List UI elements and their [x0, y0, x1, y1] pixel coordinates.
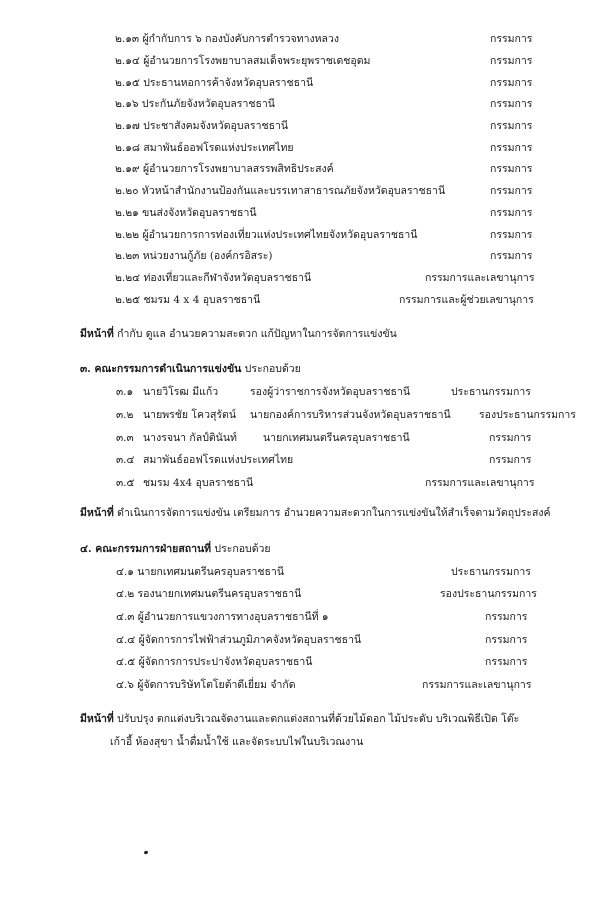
duty-paragraph-3	[80, 506, 551, 520]
role-2-23: กรรมการ	[490, 250, 533, 262]
role-2-25: กรรมการและผู้ช่วยเลขานุการ	[399, 294, 534, 306]
member-position: นายกเทศมนตรีนครอุบลราชธานี	[263, 432, 410, 444]
section-3-title: ๓. คณะกรรมการดำเนินการแข่งขัน	[80, 363, 242, 375]
duty-text: กำกับ ดูแล อำนวยความสะดวก แก้ปัญหาในการจัดการแข่งขัน	[113, 328, 397, 340]
list-item-2-17: ๒.๑๗ ประชาสังคมจังหวัดอุบลราชธานี	[115, 120, 289, 132]
member-role: กรรมการ	[489, 454, 532, 466]
section-3-heading	[80, 362, 301, 376]
role-2-18: กรรมการ	[490, 142, 533, 154]
member-position: นายกองค์การบริหารส่วนจังหวัดอุบลราชธานี	[250, 409, 451, 421]
member-role: กรรมการ	[489, 432, 532, 444]
role-2-13: กรรมการ	[490, 33, 533, 45]
role-2-16: กรรมการ	[490, 98, 533, 110]
role-2-14: กรรมการ	[490, 55, 533, 67]
role-2-19: กรรมการ	[490, 163, 533, 175]
section-4-member: ๔.๒ รองนายกเทศมนตรีนครอุบลราชธานี	[116, 588, 302, 600]
list-item-2-13: ๒.๑๓ ผู้กำกับการ ๖ กองบังคับการตำรวจทางหลวง	[115, 33, 339, 45]
member-role: รองประธานกรรมการ	[479, 409, 576, 421]
list-item-2-16: ๒.๑๖ ประกันภัยจังหวัดอุบลราชธานี	[115, 98, 275, 110]
section-4-member: ๔.๕ ผู้จัดการการประปาจังหวัดอุบลราชธานี	[116, 656, 313, 668]
member-no: ๓.๔	[116, 454, 135, 466]
member-name: สมาพันธ์ออฟโรดแห่งประเทศไทย	[143, 454, 294, 466]
duty-paragraph-1	[80, 327, 397, 341]
member-no: ๓.๓	[116, 432, 134, 444]
role-2-21: กรรมการ	[490, 207, 533, 219]
section-4-heading	[80, 542, 271, 556]
duty-label: มีหน้าที่	[80, 328, 114, 340]
duty-text: ปรับปรุง ตกแต่งบริเวณจัดงานและตกแต่งสถานที่ด้วยไม้ดอก ไม้ประดับ บริเวณพิธีเปิด โต๊ะ	[113, 713, 520, 725]
section-4-role: กรรมการ	[485, 611, 528, 623]
list-item-2-24: ๒.๒๔ ท่องเที่ยวและกีฬาจังหวัดอุบลราชธานี	[115, 272, 312, 284]
member-no: ๓.๕	[116, 477, 135, 489]
member-name: นางรจนา กัลป์ตินันท์	[143, 432, 237, 444]
section-4-title: ๔. คณะกรรมการฝ่ายสถานที่	[80, 543, 212, 555]
section-3-suffix: ประกอบด้วย	[241, 363, 301, 375]
list-item-2-18: ๒.๑๘ สมาพันธ์ออฟโรดแห่งประเทศไทย	[115, 142, 294, 154]
section-4-member: ๔.๔ ผู้จัดการการไฟฟ้าส่วนภูมิภาคจังหวัดอุบลราชธานี	[116, 634, 362, 646]
role-2-20: กรรมการ	[490, 185, 533, 197]
role-2-24: กรรมการและเลขานุการ	[425, 272, 535, 284]
list-item-2-19: ๒.๑๙ ผู้อำนวยการโรงพยาบาลสรรพสิทธิประสงค์	[115, 163, 334, 175]
list-item-2-22: ๒.๒๒ ผู้อำนวยการการท่องเที่ยวแห่งประเทศไทยจังหวัดอุบลราชธานี	[115, 229, 418, 241]
member-no: ๓.๑	[116, 386, 134, 398]
section-4-suffix: ประกอบด้วย	[211, 543, 271, 555]
member-role: ประธานกรรมการ	[451, 386, 531, 398]
section-4-role: กรรมการและเลขานุการ	[422, 679, 532, 691]
duty-label: มีหน้าที่	[80, 507, 114, 519]
role-2-22: กรรมการ	[490, 229, 533, 241]
ink-speck	[144, 850, 149, 854]
role-2-15: กรรมการ	[490, 77, 533, 89]
section-4-member: ๔.๑ นายกเทศมนตรีนครอุบลราชธานี	[116, 566, 284, 578]
duty-paragraph-4-continued: เก้าอี้ ห้องสุขา น้ำดื่มน้ำใช้ และจัดระบบไฟในบริเวณงาน	[110, 736, 364, 748]
section-4-role: รองประธานกรรมการ	[440, 588, 537, 600]
member-name: ชมรม 4x4 อุบลราชธานี	[143, 477, 254, 489]
member-name: นายวิโรฒ มีแก้ว	[143, 386, 219, 398]
list-item-2-23: ๒.๒๓ หน่วยงานกู้ภัย (องค์กรอิสระ)	[115, 250, 273, 262]
list-item-2-20: ๒.๒๐ หัวหน้าสำนักงานป้องกันและบรรเทาสาธารณภัยจังหวัดอุบลราชธานี	[115, 185, 446, 197]
section-4-role: กรรมการ	[485, 634, 528, 646]
member-role: กรรมการและเลขานุการ	[425, 477, 535, 489]
section-4-member: ๔.๓ ผู้อำนวยการแขวงการทางอุบลราชธานีที่ ๑	[116, 611, 329, 623]
list-item-2-14: ๒.๑๔ ผู้อำนวยการโรงพยาบาลสมเด็จพระยุพราชเดชอุดม	[115, 55, 371, 67]
section-4-member: ๔.๖ ผู้จัดการบริษัทโตโยต้าดีเยี่ยม จำกัด	[116, 679, 296, 691]
member-no: ๓.๒	[116, 409, 134, 421]
duty-text: ดำเนินการจัดการแข่งขัน เตรียมการ อำนวยความสะดวกในการแข่งขันให้สำเร็จตามวัตถุประสงค์	[113, 507, 551, 519]
list-item-2-21: ๒.๒๑ ขนส่งจังหวัดอุบลราชธานี	[115, 207, 257, 219]
list-item-2-25: ๒.๒๕ ชมรม 4 x 4 อุบลราชธานี	[115, 294, 261, 306]
duty-paragraph-4	[80, 712, 519, 726]
duty-label: มีหน้าที่	[80, 713, 114, 725]
member-name: นายพรชัย โควสุรัตน์	[143, 409, 237, 421]
section-4-role: กรรมการ	[485, 656, 528, 668]
role-2-17: กรรมการ	[490, 120, 533, 132]
member-position: รองผู้ว่าราชการจังหวัดอุบลราชธานี	[250, 386, 411, 398]
section-4-role: ประธานกรรมการ	[451, 566, 531, 578]
list-item-2-15: ๒.๑๕ ประธานหอการค้าจังหวัดอุบลราชธานี	[115, 77, 314, 89]
